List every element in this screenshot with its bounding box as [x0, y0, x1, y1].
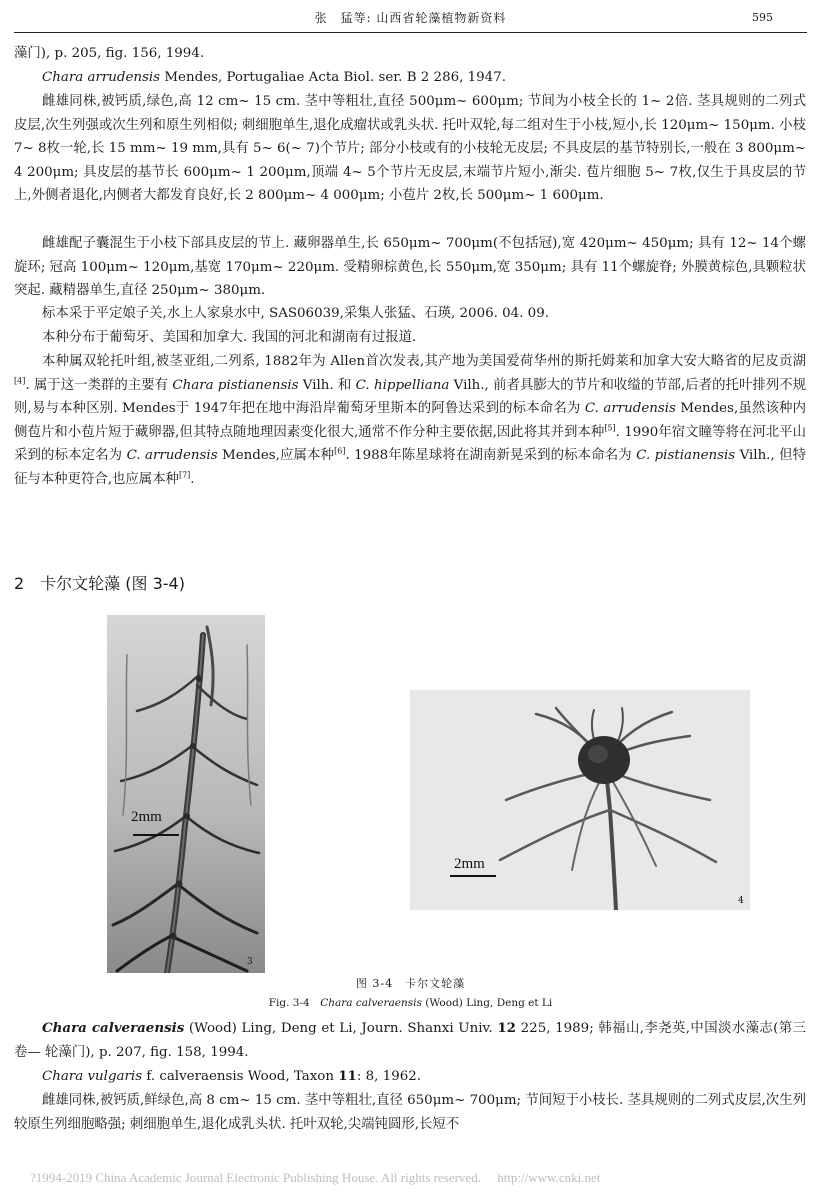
panel-number-3: 3 — [247, 957, 253, 967]
species-name: Chara pistianensis — [172, 377, 299, 393]
citation-ref-6[interactable]: [6] — [334, 446, 346, 456]
discussion-text: . 属于这一类群的主要有 — [25, 377, 173, 393]
discussion-text: Vilh. 和 — [298, 377, 356, 393]
running-header — [0, 0, 821, 30]
synonym-citation — [14, 66, 806, 90]
citation-volume: 12 — [497, 1020, 516, 1036]
running-header-title: 张 猛等: 山西省轮藻植物新资料 — [314, 11, 507, 25]
scale-label-3: 2mm — [131, 809, 162, 825]
citation-text: : 8, 1962. — [356, 1069, 422, 1084]
reference-continued: 藻门), p. 205, fig. 156, 1994. — [14, 46, 205, 61]
panel-number-4: 4 — [738, 896, 744, 906]
chara-specimen-illustration-4 — [410, 690, 750, 910]
citation-ref-7[interactable]: [7] — [178, 470, 191, 480]
species-name: C. pistianensis — [636, 448, 736, 464]
species-name: C. arrudensis — [126, 448, 218, 464]
citation-text: f. calveraensis Wood, Taxon — [142, 1069, 339, 1084]
figure-caption-label: Fig. 3-4 — [268, 997, 321, 1009]
specimen-note: 标本采于平定娘子关,水上人家泉水中, SAS06039,采集人张猛、石瑛, 2006. 04. 09. — [42, 306, 549, 321]
figure-caption-en — [0, 995, 821, 1010]
species-name: C. arrudensis — [584, 401, 676, 417]
synonym-citation-2 — [14, 1065, 806, 1089]
citation-text: (Wood) Ling, Deng et Li, Journ. Shanxi Univ. — [184, 1021, 498, 1036]
discussion-text: Mendes,虽然该种内侧苞片和小苞片短于藏卵器,但其特点随地理因素变化很大,通常不作分种主要依据,因此将其并到本种 — [14, 401, 806, 440]
figure-panel-4-photo — [410, 690, 750, 910]
copyright-footer: ?1994-2019 China Academic Journal Electronic Publishing House. All rights reserved. http://www.cnki.net — [30, 1170, 601, 1185]
header-rule — [14, 32, 807, 33]
discussion-text: Vilh., 但特征与本种更符合,也应属本种 — [14, 448, 807, 487]
citation-text: 225, 1989; 韩福山,李尧英,中国淡水藻志(第三卷— 轮藻门), p. 207, fig. 158, 1994. — [14, 1021, 806, 1060]
citation-volume: 11 — [338, 1068, 357, 1084]
discussion-text: . 1988年陈星球将在湖南新晃采到的标本命名为 — [345, 448, 637, 464]
figure-panel-3-photo — [107, 615, 265, 973]
figure-caption-cn: 图 3-4 卡尔文轮藻 — [355, 977, 466, 990]
discussion-text: . 1990年宿文瞳等将在河北平山采到的标本定名为 — [14, 424, 806, 464]
chara-specimen-illustration-3 — [107, 615, 265, 973]
species-name: C. hippelliana — [355, 377, 450, 393]
description-paragraph-3: 雌雄同株,被钙质,鲜绿色,高 8 cm~ 15 cm. 茎中等粗壮,直径 650μm~ 700μm; 节间短于小枝长. 茎具规则的二列式皮层,次生列较原生列细胞略强; 刺细胞单生,退化成乳头状. 托叶双轮,尖端钝圆形,长短不 — [14, 1093, 806, 1132]
accepted-species-name: Chara calveraensis — [42, 1020, 185, 1036]
page-number: 595 — [752, 11, 773, 24]
citation-ref-4[interactable]: [4] — [14, 376, 26, 386]
discussion-text: . — [190, 471, 195, 487]
discussion-text: Mendes,应属本种 — [217, 448, 335, 464]
citation-ref-5[interactable]: [5] — [604, 423, 616, 433]
section-heading: 2 卡尔文轮藻 (图 3-4) — [14, 574, 185, 593]
figure-caption-species: Chara calveraensis — [320, 997, 422, 1009]
accepted-name-citation — [14, 1017, 806, 1064]
scale-label-4: 2mm — [454, 856, 485, 872]
synonym-species-name-2: Chara vulgaris — [42, 1069, 143, 1084]
figure-caption-authority: (Wood) Ling, Deng et Li — [421, 997, 553, 1009]
description-paragraph-1: 雌雄同株,被钙质,绿色,高 12 cm~ 15 cm. 茎中等粗壮,直径 500μm~ 600μm; 节间为小枝全长的 1~ 2倍. 茎具规则的二列式皮层,次生列强或次生列和原生列相似; 刺细胞单生,退化成瘤状或乳头状. 托叶双轮,每二组对生于小枝,短小,长 120μm~ 150μm. 小枝 7~ 8枚一轮,长 15 mm~ 19 mm,具有 5~ 6(~ 7)个节片; 部分小枝或有的小枝轮无皮层; 不具皮层的基节特别长,一般在 3 800μm~ 4 200μm; 具皮层的基节长 600μm~ 1 200μm,顶端 4~ 5个节片无皮层,末端节片短小,渐尖. 苞片细胞 5~ 7枚,仅生于具皮层的节上,外侧者退化,内侧者大都发育良好,长 2 800μm~ 4 000μm; 小苞片 2枚,长 500μm~ 1 600μm. — [14, 94, 806, 204]
distribution-note: 本种分布于葡萄牙、美国和加拿大. 我国的河北和湖南有过报道. — [42, 330, 417, 345]
description-paragraph-2: 雌雄配子囊混生于小枝下部具皮层的节上. 藏卵器单生,长 650μm~ 700μm(不包括冠),宽 420μm~ 450μm; 具有 12~ 14个螺旋环; 冠高 100μm~ 120μm,基宽 170μm~ 220μm. 受精卵棕黄色,长 550μm,宽 350μm; 具有 11个螺旋脊; 外膜黄棕色,具颗粒状突起. 藏精器单生,直径 250μm~ 380μm. — [14, 236, 806, 299]
discussion-paragraph — [14, 350, 806, 492]
synonym-reference: Mendes, Portugaliae Acta Biol. ser. B 2 286, 1947. — [160, 70, 506, 85]
discussion-text: 本种属双轮托叶组,被茎亚组,二列系, 1882年为 Allen首次发表,其产地为美国爱荷华州的斯托姆莱和加拿大安大略省的尼皮贡湖 — [42, 354, 806, 369]
discussion-text: Vilh., 前者具膨大的节片和收缢的节部,后者的托叶排列不规则,易与本种区别. Mendes于 1947年把在地中海沿岸葡萄牙里斯本的阿鲁达采到的标本命名为 — [14, 377, 807, 417]
synonym-species-name: Chara arrudensis — [42, 70, 161, 85]
